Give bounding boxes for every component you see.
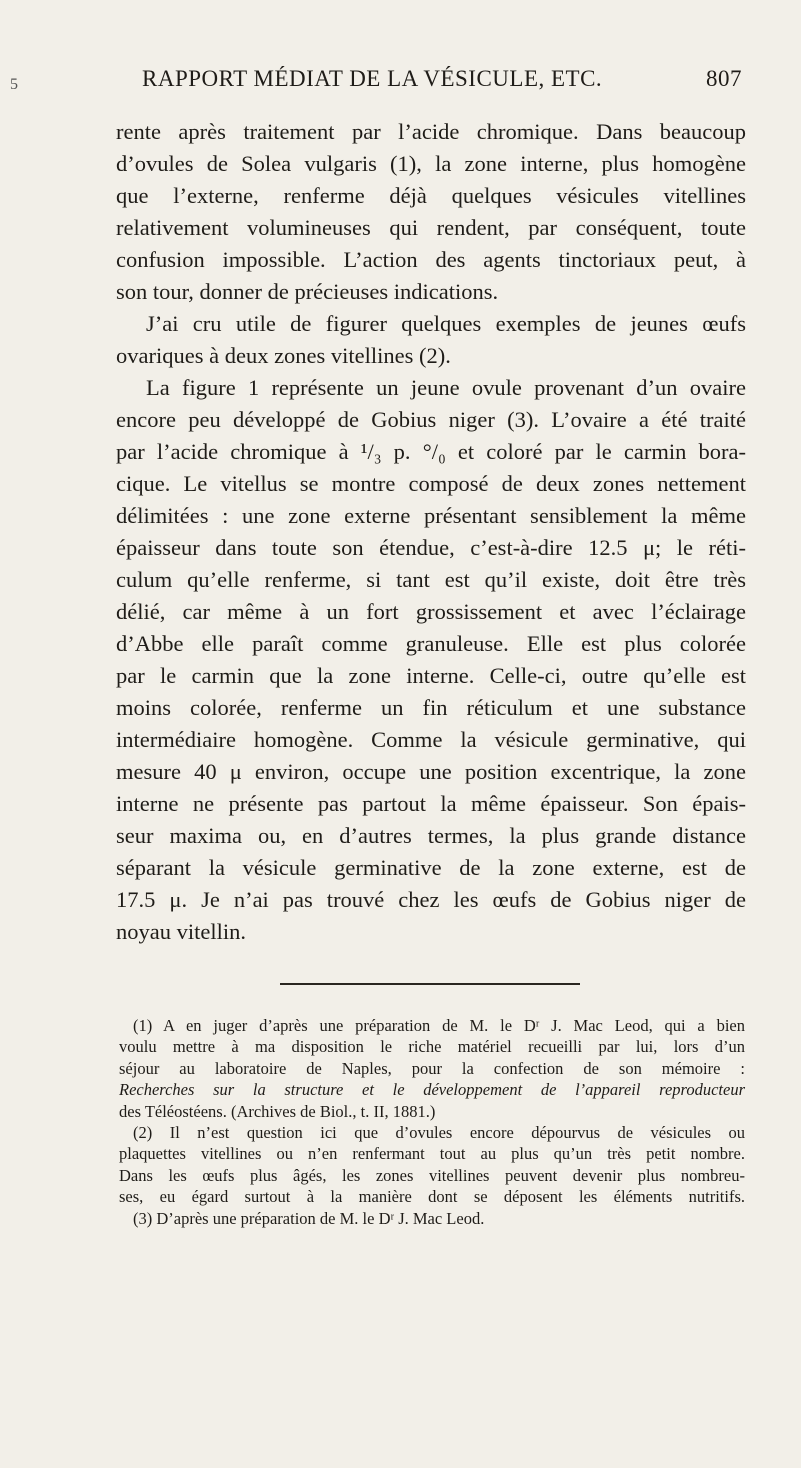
footnote-divider bbox=[280, 983, 580, 985]
page-number: 807 bbox=[706, 66, 742, 91]
footnote-line: ses, eu égard surtout à la manière dont se déposent les éléments nutritifs. bbox=[119, 1187, 745, 1207]
body-line: d’ovules de Solea vulgaris (1), la zone interne, plus homogène bbox=[116, 151, 746, 176]
body-line: relativement volumineuses qui rendent, par conséquent, toute bbox=[116, 215, 746, 240]
body-line: rente après traitement par l’acide chromique. Dans beaucoup bbox=[116, 119, 746, 144]
signature-mark: 5 bbox=[10, 76, 18, 93]
body-line: noyau vitellin. bbox=[116, 919, 246, 944]
main-text bbox=[116, 116, 746, 948]
footnote-line: (2) Il n’est question ici que d’ovules encore dépourvus de vésicules ou bbox=[133, 1122, 745, 1142]
body-line: J’ai cru utile de figurer quelques exemples de jeunes œufs bbox=[146, 311, 746, 336]
body-line: ovariques à deux zones vitellines (2). bbox=[116, 343, 451, 368]
footnote-line: des Téléostéens. (Archives de Biol., t. II, 1881.) bbox=[119, 1101, 436, 1121]
footnote-line: Dans les œufs plus âgés, les zones vitellines peuvent devenir plus nombreu- bbox=[119, 1165, 745, 1185]
footnote-line: plaquettes vitellines ou n’en renfermant tout au plus qu’un très petit nombre. bbox=[119, 1144, 745, 1164]
body-line: encore peu développé de Gobius niger (3). L’ovaire a été traité bbox=[116, 407, 746, 432]
body-line: 17.5 μ. Je n’ai pas trouvé chez les œufs de Gobius niger de bbox=[116, 887, 746, 912]
body-line: son tour, donner de précieuses indications. bbox=[116, 279, 499, 304]
body-line: seur maxima ou, en d’autres termes, la plus grande distance bbox=[116, 823, 746, 848]
footnote-line: (3) D’après une préparation de M. le Dʳ J. Mac Leod. bbox=[133, 1208, 485, 1228]
body-line: épaisseur dans toute son étendue, c’est-à-dire 12.5 μ; le réti- bbox=[116, 535, 746, 560]
footnote-line: Recherches sur la structure et le développement de l’appareil reproducteur bbox=[119, 1080, 745, 1100]
body-line: d’Abbe elle paraît comme granuleuse. Elle est plus colorée bbox=[116, 631, 746, 656]
body-line: séparant la vésicule germinative de la zone externe, est de bbox=[116, 855, 746, 880]
body-line: par le carmin que la zone interne. Celle-ci, outre qu’elle est bbox=[116, 663, 746, 688]
body-line: La figure 1 représente un jeune ovule provenant d’un ovaire bbox=[146, 375, 746, 400]
footnote-line: (1) A en juger d’après une préparation de M. le Dʳ J. Mac Leod, qui a bien bbox=[133, 1016, 745, 1035]
footnotes bbox=[119, 1015, 745, 1229]
body-line: intermédiaire homogène. Comme la vésicule germinative, qui bbox=[116, 727, 746, 752]
running-title: RAPPORT MÉDIAT DE LA VÉSICULE, ETC. bbox=[142, 66, 603, 91]
body-line: que l’externe, renferme déjà quelques vésicules vitellines bbox=[116, 183, 746, 208]
body-line: interne ne présente pas partout la même épaisseur. Son épais- bbox=[116, 791, 746, 816]
body-line: moins colorée, renferme un fin réticulum et une substance bbox=[116, 695, 746, 720]
body-line: culum qu’elle renferme, si tant est qu’il existe, doit être très bbox=[116, 567, 746, 592]
body-line: cique. Le vitellus se montre composé de deux zones nettement bbox=[116, 471, 746, 496]
footnote-line: voulu mettre à ma disposition le riche matériel recueilli par lui, lors d’un bbox=[119, 1037, 745, 1057]
footnote-line: séjour au laboratoire de Naples, pour la confection de son mémoire : bbox=[119, 1058, 745, 1078]
body-line: par l’acide chromique à ¹/₃ p. °/₀ et coloré par le carmin bora- bbox=[116, 439, 746, 464]
body-line: mesure 40 μ environ, occupe une position excentrique, la zone bbox=[116, 759, 746, 784]
body-line: délimitées : une zone externe présentant sensiblement la même bbox=[116, 503, 746, 528]
body-line: confusion impossible. L’action des agents tinctoriaux peut, à bbox=[116, 247, 746, 272]
body-line: délié, car même à un fort grossissement et avec l’éclairage bbox=[116, 599, 746, 624]
